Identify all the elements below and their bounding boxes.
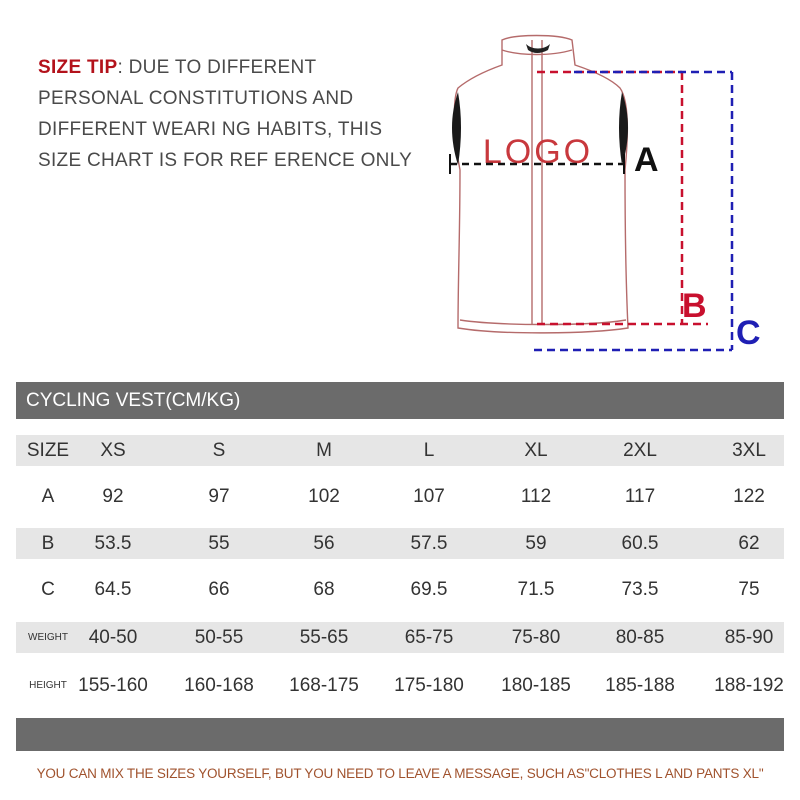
size-tip-label: SIZE TIP	[38, 57, 118, 78]
table-cell: 65-75	[404, 627, 454, 648]
vest-body-outline	[454, 36, 628, 333]
table-cell: 57.5	[410, 533, 448, 554]
table-cell: 55	[208, 533, 230, 554]
row-label: C	[41, 579, 55, 600]
table-cell: 40-50	[88, 627, 138, 648]
table-cell: 71.5	[517, 579, 555, 600]
footer-note: YOU CAN MIX THE SIZES YOURSELF, BUT YOU NEED TO LEAVE A MESSAGE, SUCH AS"CLOTHES L AND PANTS XL"	[36, 766, 764, 781]
table-cell: 59	[525, 533, 547, 554]
size-tip-text: : DUE TO DIFFERENT PERSONAL CONSTITUTIONS AND DIFFERENT WEARI NG HABITS, THIS SIZE CHART IS FOR REF ERENCE ONLY	[38, 57, 413, 171]
table-cell: 50-55	[194, 627, 244, 648]
size-tip	[38, 52, 418, 176]
table-cell: 62	[738, 533, 760, 554]
row-label: A	[41, 486, 55, 507]
vest-outline	[454, 36, 628, 333]
header-cell-3xl: 3XL	[732, 440, 766, 461]
table-cell: 80-85	[615, 627, 665, 648]
table-title: CYCLING VEST(CM/KG)	[26, 390, 241, 411]
table-header-row	[16, 435, 784, 466]
row-label: HEIGHT	[29, 680, 67, 691]
footer-bar	[16, 718, 784, 751]
marker-a: A	[634, 141, 659, 179]
table-cell: 160-168	[184, 675, 254, 696]
table-cell: 56	[313, 533, 335, 554]
table-cell: 107	[413, 486, 445, 507]
header-cell-m: M	[316, 440, 332, 461]
table-cell: 155-160	[78, 675, 148, 696]
table-cell: 60.5	[621, 533, 659, 554]
table-row-weight	[16, 622, 784, 653]
table-cell: 180-185	[501, 675, 571, 696]
table-title-banner	[16, 382, 784, 419]
table-row-b	[16, 528, 784, 559]
table-cell: 92	[102, 486, 124, 507]
table-cell: 55-65	[299, 627, 349, 648]
table-cell: 73.5	[621, 579, 659, 600]
table-row-height	[16, 670, 784, 701]
header-cell-xs: XS	[100, 440, 126, 461]
header-cell-2xl: 2XL	[623, 440, 657, 461]
header-cell-l: L	[423, 440, 435, 461]
marker-c: C	[736, 314, 761, 352]
table-cell: 185-188	[605, 675, 675, 696]
table-cell: 64.5	[94, 579, 132, 600]
vest-diagram	[440, 30, 790, 360]
row-label: B	[41, 533, 55, 554]
table-cell: 69.5	[410, 579, 448, 600]
table-cell: 175-180	[394, 675, 464, 696]
header-cell-xl: XL	[524, 440, 548, 461]
table-row-a	[16, 481, 784, 512]
row-label: WEIGHT	[28, 632, 68, 643]
table-cell: 68	[313, 579, 335, 600]
vest-logo: LOGO	[482, 133, 594, 171]
table-cell: 75-80	[511, 627, 561, 648]
table-cell: 66	[208, 579, 230, 600]
table-cell: 122	[733, 486, 765, 507]
table-cell: 112	[520, 486, 552, 507]
table-cell: 85-90	[724, 627, 774, 648]
table-cell: 117	[624, 486, 656, 507]
table-cell: 102	[308, 486, 340, 507]
table-cell: 168-175	[289, 675, 359, 696]
table-cell: 188-192	[714, 675, 784, 696]
table-row-c	[16, 574, 784, 605]
header-cell-size: SIZE	[26, 440, 70, 461]
marker-b: B	[682, 287, 707, 325]
table-cell: 75	[738, 579, 760, 600]
table-cell: 97	[208, 486, 230, 507]
table-cell: 53.5	[94, 533, 132, 554]
header-cell-s: S	[212, 440, 226, 461]
